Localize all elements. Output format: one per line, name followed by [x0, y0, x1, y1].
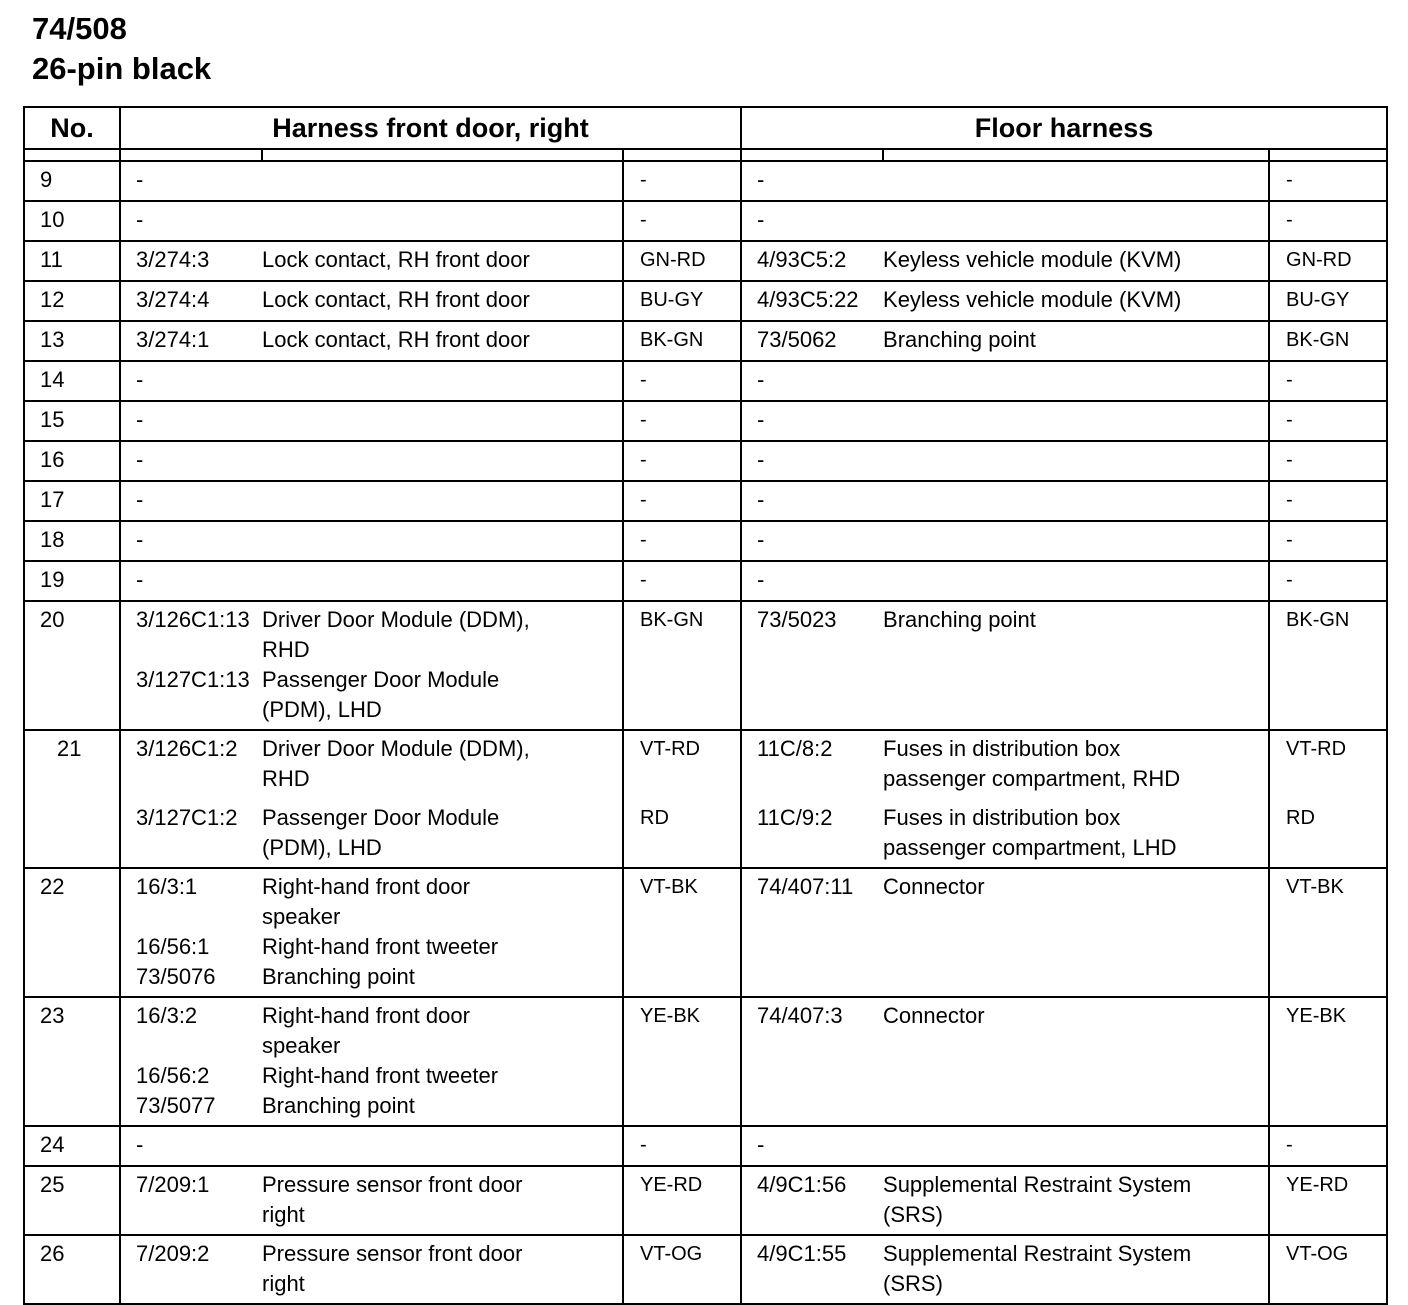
left-description [262, 281, 623, 321]
blank-line [136, 695, 262, 725]
wire-code: 7/209:2 [136, 1241, 210, 1266]
pin-number: 15 [24, 401, 120, 441]
right-wire-color [1269, 321, 1387, 361]
left-description [262, 361, 623, 401]
left-code [120, 730, 262, 868]
pin-number: 14 [24, 361, 120, 401]
wire-description: (SRS) [883, 1202, 943, 1227]
wire-description: Pressure sensor front door [262, 1172, 523, 1197]
pin-number: 12 [24, 281, 120, 321]
wire-code: - [757, 207, 765, 232]
left-code [120, 161, 262, 201]
blank-line [757, 1269, 883, 1299]
divider-cell [24, 149, 120, 161]
wire-code: 11C/8:2 [757, 736, 833, 761]
wire-color: - [1286, 409, 1293, 431]
right-code [741, 601, 883, 730]
left-wire-color [623, 361, 741, 401]
wire-color: YE-BK [1286, 1005, 1347, 1027]
wire-description: Fuses in distribution box [883, 805, 1121, 830]
wire-description: (SRS) [883, 1271, 943, 1296]
left-code [120, 601, 262, 730]
table-row [24, 730, 1387, 868]
right-wire-color [1269, 281, 1387, 321]
divider-cell [262, 149, 623, 161]
table-row [24, 481, 1387, 521]
wire-color: - [640, 169, 647, 191]
table-row [24, 321, 1387, 361]
left-description [262, 1235, 623, 1304]
wire-color: - [640, 529, 647, 551]
right-wire-color [1269, 1235, 1387, 1304]
wire-color: YE-RD [640, 1174, 703, 1196]
blank-line [640, 764, 740, 794]
right-wire-color [1269, 161, 1387, 201]
right-code [741, 997, 883, 1126]
wire-description: Branching point [262, 964, 415, 989]
left-description [262, 601, 623, 730]
right-code [741, 521, 883, 561]
right-code [741, 201, 883, 241]
right-description [883, 521, 1269, 561]
left-code [120, 241, 262, 281]
wire-color: BK-GN [1286, 329, 1350, 351]
wire-description: Right-hand front tweeter [262, 1063, 499, 1088]
blank-line [136, 1269, 262, 1299]
wire-description: Passenger Door Module [262, 667, 500, 692]
left-description [262, 241, 623, 281]
right-code [741, 868, 883, 997]
left-description [262, 401, 623, 441]
wire-description: Driver Door Module (DDM), [262, 736, 530, 761]
left-code [120, 1126, 262, 1166]
wire-description: Keyless vehicle module (KVM) [883, 247, 1182, 272]
wire-code: 16/3:1 [136, 874, 198, 899]
right-description [883, 561, 1269, 601]
left-wire-color [623, 730, 741, 868]
table-row [24, 1126, 1387, 1166]
divider-cell [883, 149, 1269, 161]
wire-code: 4/9C1:56 [757, 1172, 847, 1197]
left-code [120, 441, 262, 481]
right-code [741, 730, 883, 868]
table-row [24, 1235, 1387, 1304]
right-wire-color [1269, 1126, 1387, 1166]
table-row [24, 401, 1387, 441]
pin-number: 16 [24, 441, 120, 481]
wire-color: VT-BK [640, 876, 698, 898]
wire-description: speaker [262, 904, 341, 929]
wire-color: RD [1286, 807, 1315, 829]
right-wire-color [1269, 481, 1387, 521]
wire-color: BK-GN [1286, 609, 1350, 631]
table-row [24, 361, 1387, 401]
blank-line [757, 833, 883, 863]
divider-cell [120, 149, 262, 161]
wire-color: RD [640, 807, 669, 829]
wire-code: - [757, 167, 765, 192]
right-code [741, 401, 883, 441]
wire-description: RHD [262, 766, 310, 791]
right-wire-color [1269, 241, 1387, 281]
right-description [883, 730, 1269, 868]
blank-line [136, 635, 262, 665]
wire-color: - [640, 569, 647, 591]
divider-cell [1269, 149, 1387, 161]
wire-code: - [757, 567, 765, 592]
wire-description: Supplemental Restraint System [883, 1241, 1192, 1266]
pin-number: 23 [24, 997, 120, 1126]
divider-cell [623, 149, 741, 161]
right-code [741, 1126, 883, 1166]
left-wire-color [623, 1235, 741, 1304]
wire-code: - [136, 447, 144, 472]
left-wire-color [623, 201, 741, 241]
wire-color: VT-BK [1286, 876, 1344, 898]
blank-line [1286, 764, 1386, 794]
header-no: No. [24, 107, 120, 149]
wire-color: BK-GN [640, 329, 704, 351]
wire-code: - [757, 487, 765, 512]
right-code [741, 281, 883, 321]
wire-code: 3/274:4 [136, 287, 210, 312]
wire-color: VT-OG [1286, 1243, 1349, 1265]
left-code [120, 1235, 262, 1304]
right-wire-color [1269, 868, 1387, 997]
connector-description: 26-pin black [32, 51, 212, 86]
wire-code: - [757, 407, 765, 432]
wire-color: YE-BK [640, 1005, 701, 1027]
wire-color: BU-GY [1286, 289, 1350, 311]
wire-code: - [757, 367, 765, 392]
blank-line [757, 1200, 883, 1230]
wire-description: speaker [262, 1033, 341, 1058]
wire-description: Right-hand front door [262, 1003, 470, 1028]
wire-code: 73/5023 [757, 607, 837, 632]
left-wire-color [623, 868, 741, 997]
left-code [120, 561, 262, 601]
right-description [883, 1166, 1269, 1235]
right-code [741, 481, 883, 521]
wire-code: - [136, 167, 144, 192]
wire-code: - [757, 1132, 765, 1157]
right-code [741, 241, 883, 281]
right-wire-color [1269, 730, 1387, 868]
divider-cell [741, 149, 883, 161]
table-row [24, 241, 1387, 281]
wire-code: 73/5077 [136, 1093, 216, 1118]
wire-code: 7/209:1 [136, 1172, 210, 1197]
left-wire-color [623, 241, 741, 281]
wire-color: - [1286, 369, 1293, 391]
wire-color: VT-RD [640, 738, 700, 760]
wire-color: - [1286, 169, 1293, 191]
left-description [262, 521, 623, 561]
left-wire-color [623, 521, 741, 561]
wire-description: Right-hand front door [262, 874, 470, 899]
right-code [741, 561, 883, 601]
right-description [883, 281, 1269, 321]
right-code [741, 321, 883, 361]
left-wire-color [623, 561, 741, 601]
wire-code: 3/127C1:13 [136, 667, 250, 692]
wire-code: 3/126C1:2 [136, 736, 238, 761]
pin-number: 18 [24, 521, 120, 561]
right-description [883, 401, 1269, 441]
right-code [741, 1166, 883, 1235]
wire-description: Keyless vehicle module (KVM) [883, 287, 1182, 312]
left-description [262, 481, 623, 521]
blank-line [136, 764, 262, 794]
left-description [262, 997, 623, 1126]
right-wire-color [1269, 361, 1387, 401]
blank-line [136, 833, 262, 863]
right-wire-color [1269, 401, 1387, 441]
connector-id: 74/508 [32, 11, 127, 46]
right-code [741, 361, 883, 401]
right-wire-color [1269, 441, 1387, 481]
wire-color: GN-RD [640, 249, 706, 271]
wire-code: 16/56:1 [136, 934, 210, 959]
wire-code: 73/5076 [136, 964, 216, 989]
left-wire-color [623, 401, 741, 441]
header-right-harness: Floor harness [741, 107, 1387, 149]
pin-number: 21 [24, 730, 120, 868]
wire-description: Connector [883, 1003, 985, 1028]
wire-code: - [136, 1132, 144, 1157]
table-row [24, 868, 1387, 997]
pin-number: 9 [24, 161, 120, 201]
wire-code: - [136, 567, 144, 592]
wire-description: RHD [262, 637, 310, 662]
left-code [120, 361, 262, 401]
pin-number: 19 [24, 561, 120, 601]
table-row [24, 1166, 1387, 1235]
header-divider [24, 149, 1387, 161]
wire-code: 4/93C5:2 [757, 247, 847, 272]
right-description [883, 1235, 1269, 1304]
wire-description: Branching point [883, 327, 1036, 352]
right-code [741, 441, 883, 481]
pin-number: 10 [24, 201, 120, 241]
left-code [120, 997, 262, 1126]
pinout-table [23, 106, 1388, 1305]
wire-code: 4/93C5:22 [757, 287, 859, 312]
wire-description: right [262, 1202, 305, 1227]
left-wire-color [623, 1126, 741, 1166]
wire-code: 73/5062 [757, 327, 837, 352]
left-wire-color [623, 1166, 741, 1235]
wire-code: 3/274:3 [136, 247, 210, 272]
wire-description: (PDM), LHD [262, 835, 382, 860]
wire-code: 74/407:11 [757, 874, 854, 899]
table-row [24, 441, 1387, 481]
pin-number: 25 [24, 1166, 120, 1235]
table-row [24, 997, 1387, 1126]
left-code [120, 281, 262, 321]
wire-code: 3/274:1 [136, 327, 210, 352]
left-description [262, 1126, 623, 1166]
wire-code: - [757, 527, 765, 552]
wire-color: - [1286, 449, 1293, 471]
right-wire-color [1269, 521, 1387, 561]
pin-number: 20 [24, 601, 120, 730]
wire-color: - [640, 209, 647, 231]
right-description [883, 201, 1269, 241]
wire-color: - [640, 449, 647, 471]
wire-color: - [1286, 569, 1293, 591]
wire-color: - [640, 1134, 647, 1156]
left-description [262, 561, 623, 601]
left-description [262, 321, 623, 361]
wire-color: - [1286, 529, 1293, 551]
left-code [120, 1166, 262, 1235]
wire-description: Passenger Door Module [262, 805, 500, 830]
right-wire-color [1269, 997, 1387, 1126]
wire-description: Branching point [883, 607, 1036, 632]
wire-description: Supplemental Restraint System [883, 1172, 1192, 1197]
wire-code: 16/3:2 [136, 1003, 198, 1028]
wire-description: Right-hand front tweeter [262, 934, 499, 959]
wire-code: 4/9C1:55 [757, 1241, 847, 1266]
table-row [24, 521, 1387, 561]
left-wire-color [623, 161, 741, 201]
pin-number: 13 [24, 321, 120, 361]
left-description [262, 730, 623, 868]
right-wire-color [1269, 561, 1387, 601]
right-description [883, 1126, 1269, 1166]
right-description [883, 868, 1269, 997]
wire-description: Fuses in distribution box [883, 736, 1121, 761]
left-wire-color [623, 601, 741, 730]
table-row [24, 201, 1387, 241]
wire-description: right [262, 1271, 305, 1296]
wire-color: VT-RD [1286, 738, 1347, 760]
wire-color: - [640, 489, 647, 511]
wire-description: Driver Door Module (DDM), [262, 607, 530, 632]
right-description [883, 441, 1269, 481]
left-wire-color [623, 441, 741, 481]
wire-code: - [136, 487, 144, 512]
pin-number: 11 [24, 241, 120, 281]
left-description [262, 441, 623, 481]
right-description [883, 321, 1269, 361]
left-description [262, 868, 623, 997]
wire-code: 16/56:2 [136, 1063, 210, 1088]
wire-code: 74/407:3 [757, 1003, 843, 1028]
wire-code: 3/126C1:13 [136, 607, 250, 632]
wire-code: - [136, 367, 144, 392]
table-row [24, 561, 1387, 601]
left-code [120, 481, 262, 521]
pin-number: 22 [24, 868, 120, 997]
blank-line [136, 1200, 262, 1230]
right-description [883, 481, 1269, 521]
wire-description: Pressure sensor front door [262, 1241, 523, 1266]
table-row [24, 161, 1387, 201]
wire-color: - [1286, 489, 1293, 511]
header-left-harness: Harness front door, right [120, 107, 741, 149]
pin-number: 24 [24, 1126, 120, 1166]
wire-code: - [136, 527, 144, 552]
right-wire-color [1269, 1166, 1387, 1235]
left-code [120, 868, 262, 997]
left-description [262, 201, 623, 241]
right-description [883, 361, 1269, 401]
blank-line [136, 902, 262, 932]
wire-color: - [640, 409, 647, 431]
table-row [24, 281, 1387, 321]
wire-description: passenger compartment, RHD [883, 766, 1181, 791]
wire-description: Connector [883, 874, 985, 899]
left-wire-color [623, 281, 741, 321]
wire-color: - [640, 369, 647, 391]
wire-description: (PDM), LHD [262, 697, 382, 722]
wire-color: VT-OG [640, 1243, 703, 1265]
right-wire-color [1269, 201, 1387, 241]
wire-color: YE-RD [1286, 1174, 1349, 1196]
right-description [883, 601, 1269, 730]
wire-color: - [1286, 209, 1293, 231]
left-wire-color [623, 997, 741, 1126]
pin-number: 26 [24, 1235, 120, 1304]
wire-code: 3/127C1:2 [136, 805, 238, 830]
left-wire-color [623, 321, 741, 361]
wire-color: GN-RD [1286, 249, 1352, 271]
left-description [262, 161, 623, 201]
table-header [24, 107, 1387, 149]
pin-number: 17 [24, 481, 120, 521]
wire-description: passenger compartment, LHD [883, 835, 1177, 860]
blank-line [757, 764, 883, 794]
left-code [120, 401, 262, 441]
wire-description: Lock contact, RH front door [262, 287, 530, 312]
right-description [883, 161, 1269, 201]
left-description [262, 1166, 623, 1235]
blank-line [136, 1031, 262, 1061]
right-wire-color [1269, 601, 1387, 730]
left-code [120, 201, 262, 241]
wire-code: - [757, 447, 765, 472]
wire-code: - [136, 207, 144, 232]
left-code [120, 321, 262, 361]
right-description [883, 997, 1269, 1126]
left-code [120, 521, 262, 561]
table-row [24, 601, 1387, 730]
right-code [741, 161, 883, 201]
wire-color: BK-GN [640, 609, 704, 631]
wire-color: - [1286, 1134, 1293, 1156]
wire-description: Lock contact, RH front door [262, 327, 530, 352]
right-description [883, 241, 1269, 281]
wire-code: 11C/9:2 [757, 805, 833, 830]
wire-code: - [136, 407, 144, 432]
right-code [741, 1235, 883, 1304]
wire-description: Lock contact, RH front door [262, 247, 530, 272]
wire-color: BU-GY [640, 289, 704, 311]
wire-description: Branching point [262, 1093, 415, 1118]
left-wire-color [623, 481, 741, 521]
